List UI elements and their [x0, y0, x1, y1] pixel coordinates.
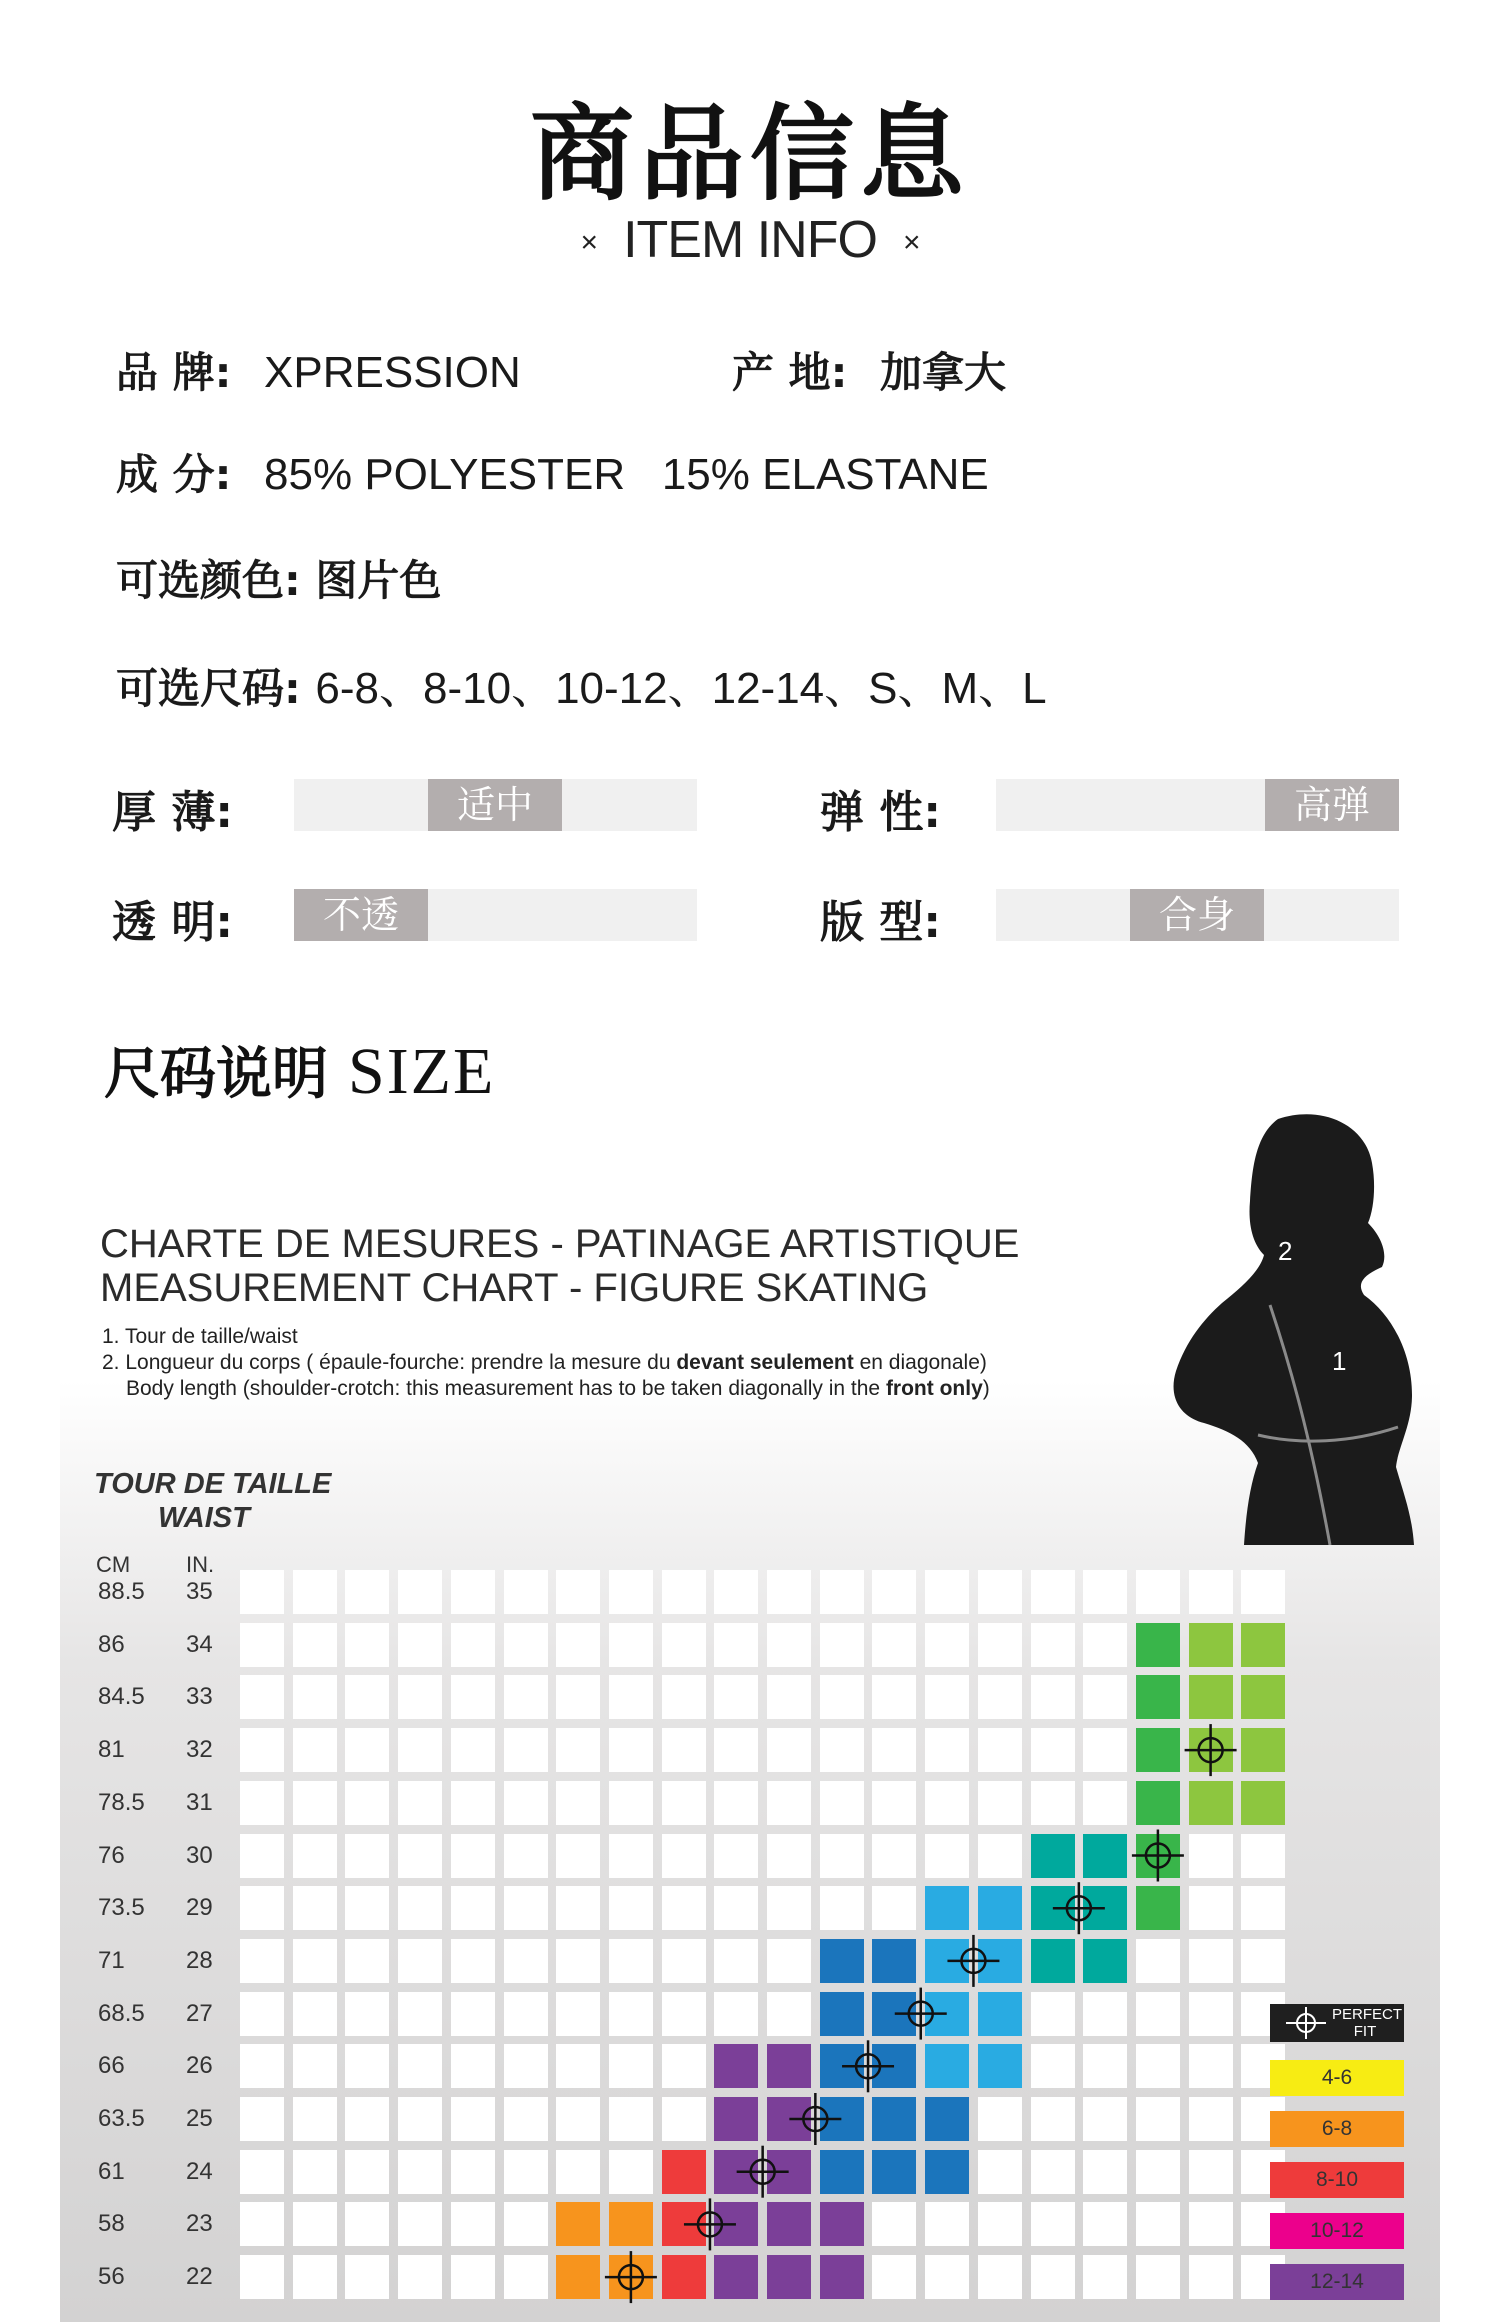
- y-tick-in: 29: [186, 1894, 213, 1922]
- y-tick-cm: 68.5: [98, 1999, 145, 2027]
- y-tick-in: 25: [186, 2105, 213, 2132]
- thickness-value: 适中: [428, 779, 562, 831]
- chart-note-3: Body length (shoulder-crotch: this measurement has to be taken diagonally in the front only): [126, 1377, 990, 1400]
- perfect-fit-marker: [947, 1935, 999, 1987]
- perfect-fit-marker: [1132, 1830, 1184, 1882]
- brand-value: XPRESSION: [264, 348, 521, 397]
- figure-label-2: 2: [1278, 1236, 1293, 1266]
- legend-item: 8-10: [1270, 2162, 1404, 2198]
- size-title-cn: 尺码说明: [104, 1042, 328, 1107]
- chart-title-fr: CHARTE DE MESURES - PATINAGE ARTISTIQUE: [100, 1222, 1020, 1266]
- y-axis-title-en: WAIST: [158, 1502, 250, 1534]
- y-tick-cm: 84.5: [98, 1683, 145, 1711]
- thickness-label: 厚 薄:: [112, 787, 233, 838]
- y-tick-in: 27: [186, 1999, 213, 2027]
- perfect-fit-marker: [842, 2040, 894, 2092]
- fit-value: 合身: [1130, 889, 1264, 941]
- y-tick-in: 24: [186, 2157, 213, 2185]
- chart-note-2: 2. Longueur du corps ( épaule-fourche: prendre la mesure du devant seulement en diagonale): [102, 1351, 987, 1374]
- color-label: 可选颜色:: [116, 556, 301, 605]
- perfect-fit-marker: [789, 2093, 841, 2145]
- figure-label-1: 1: [1332, 1346, 1347, 1376]
- size-title-en: SIZE: [348, 1035, 496, 1108]
- unit-cm-label: CM: [96, 1552, 131, 1577]
- perfect-fit-marker: [684, 2198, 736, 2250]
- brand-label: 品 牌:: [116, 348, 232, 397]
- y-tick-in: 34: [186, 1630, 213, 1658]
- y-tick-cm: 88.5: [98, 1578, 145, 1605]
- page-title: 商品信息: [529, 93, 970, 215]
- legend-item: 4-6: [1270, 2060, 1404, 2096]
- y-tick-cm: 76: [98, 1841, 125, 1869]
- legend-item: 10-12: [1270, 2213, 1404, 2249]
- y-tick-cm: 58: [98, 2210, 125, 2238]
- y-axis-title-fr: TOUR DE TAILLE: [94, 1468, 332, 1500]
- legend-perfect-fit-label: PERFECT FIT: [1332, 2006, 1403, 2040]
- separator-mark-left: ×: [580, 226, 598, 260]
- unit-in-label: IN.: [186, 1552, 215, 1577]
- y-tick-cm: 56: [98, 2263, 125, 2291]
- perfect-fit-marker: [605, 2251, 657, 2303]
- origin-value: 加拿大: [880, 348, 1007, 397]
- color-value: 图片色: [315, 556, 442, 605]
- y-tick-cm: 78.5: [98, 1788, 145, 1816]
- y-tick-cm: 81: [98, 1736, 125, 1764]
- y-tick-in: 26: [186, 2052, 213, 2080]
- perfect-fit-marker: [737, 2146, 789, 2198]
- y-tick-in: 22: [186, 2263, 213, 2291]
- transparency-value: 不透: [294, 889, 428, 941]
- chart-note-1: 1. Tour de taille/waist: [102, 1325, 298, 1348]
- y-tick-in: 33: [186, 1683, 213, 1711]
- crosshair-icon: [1284, 2007, 1328, 2039]
- legend-perfect-fit: [1270, 2004, 1404, 2042]
- y-tick-cm: 66: [98, 2052, 125, 2080]
- y-tick-in: 30: [186, 1841, 213, 1869]
- elasticity-label: 弹 性:: [820, 787, 941, 838]
- size-label: 可选尺码:: [116, 664, 301, 713]
- y-tick-in: 32: [186, 1736, 213, 1764]
- separator-mark-right: ×: [902, 226, 920, 260]
- elasticity-value: 高弹: [1265, 779, 1399, 831]
- y-tick-cm: 86: [98, 1630, 125, 1658]
- perfect-fit-marker: [1053, 1882, 1105, 1934]
- legend-item: 12-14: [1270, 2264, 1404, 2300]
- size-value: 6-8、8-10、10-12、12-14、S、M、L: [315, 664, 1047, 713]
- y-tick-in: 31: [186, 1788, 213, 1816]
- fit-label: 版 型:: [820, 897, 941, 948]
- y-tick-in: 23: [186, 2210, 213, 2238]
- material-label: 成 分:: [116, 450, 232, 499]
- y-tick-in: 35: [186, 1578, 213, 1605]
- y-tick-cm: 71: [98, 1946, 125, 1974]
- chart-title-en: MEASUREMENT CHART - FIGURE SKATING: [100, 1266, 929, 1310]
- perfect-fit-marker: [1185, 1724, 1237, 1776]
- perfect-fit-marker: [895, 1988, 947, 2040]
- legend-item: 6-8: [1270, 2111, 1404, 2147]
- y-tick-cm: 63.5: [98, 2105, 145, 2132]
- material-value: 85% POLYESTER 15% ELASTANE: [264, 450, 989, 499]
- origin-label: 产 地:: [732, 348, 848, 397]
- y-tick-cm: 73.5: [98, 1894, 145, 1922]
- y-tick-cm: 61: [98, 2157, 125, 2185]
- transparency-label: 透 明:: [112, 897, 233, 948]
- y-tick-in: 28: [186, 1946, 213, 1974]
- subtitle-text: ITEM INFO: [623, 211, 877, 269]
